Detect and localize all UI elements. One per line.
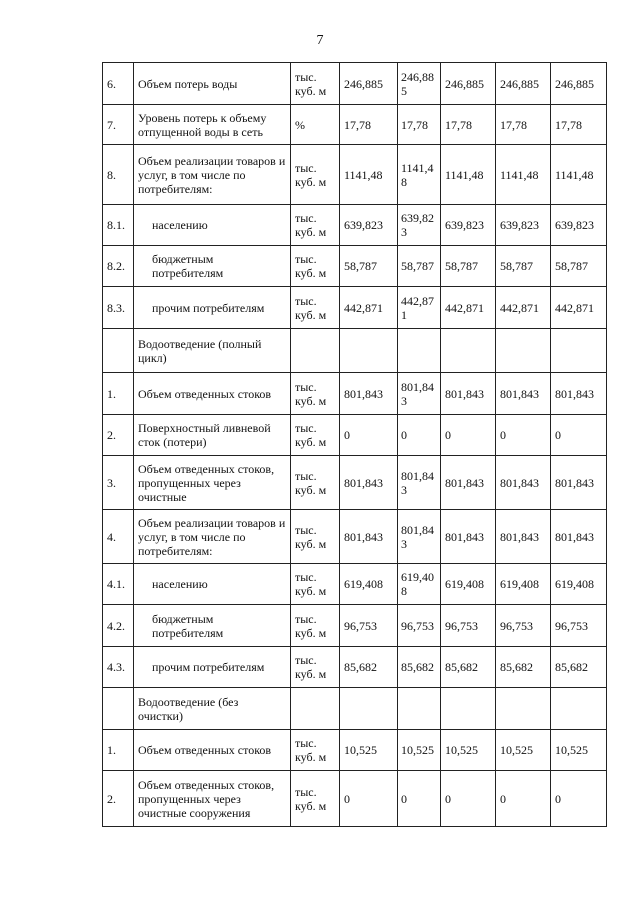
- row-value: 619,408: [398, 564, 441, 605]
- row-value: 85,682: [398, 647, 441, 688]
- row-value: 801,843: [551, 510, 607, 564]
- row-name: Объем отведенных стоков, пропущенных через очистные: [134, 456, 291, 510]
- row-value: 85,682: [340, 647, 398, 688]
- row-value: 1141,48: [398, 145, 441, 205]
- row-value: 246,885: [441, 63, 496, 105]
- row-value: 0: [496, 415, 551, 456]
- row-unit: тыс. куб. м: [291, 647, 340, 688]
- row-number: 3.: [103, 456, 134, 510]
- row-unit: [291, 688, 340, 730]
- row-name: Поверхностный ливневой сток (потери): [134, 415, 291, 456]
- row-value: 0: [340, 771, 398, 827]
- row-value: 246,885: [340, 63, 398, 105]
- row-unit: тыс. куб. м: [291, 730, 340, 771]
- row-value: 17,78: [441, 105, 496, 145]
- row-value: 58,787: [496, 246, 551, 287]
- row-value: [496, 688, 551, 730]
- row-value: 442,871: [441, 287, 496, 329]
- row-value: 801,843: [441, 510, 496, 564]
- row-value: 96,753: [398, 605, 441, 647]
- row-value: 96,753: [551, 605, 607, 647]
- table-row: [103, 205, 607, 246]
- table-row: [103, 771, 607, 827]
- row-value: 442,871: [496, 287, 551, 329]
- row-value: 0: [551, 415, 607, 456]
- row-value: 801,843: [398, 373, 441, 415]
- row-value: 801,843: [496, 373, 551, 415]
- row-value: 1141,48: [551, 145, 607, 205]
- row-value: 85,682: [551, 647, 607, 688]
- row-unit: тыс. куб. м: [291, 145, 340, 205]
- row-value: 1141,48: [441, 145, 496, 205]
- row-value: 639,823: [551, 205, 607, 246]
- row-value: 10,525: [441, 730, 496, 771]
- row-unit: %: [291, 105, 340, 145]
- row-name: бюджетным потребителям: [134, 246, 291, 287]
- row-value: 801,843: [340, 373, 398, 415]
- table-row: [103, 246, 607, 287]
- row-value: 246,885: [398, 63, 441, 105]
- row-unit: тыс. куб. м: [291, 605, 340, 647]
- row-value: 0: [441, 415, 496, 456]
- table-row: [103, 688, 607, 730]
- row-value: [340, 688, 398, 730]
- row-value: 801,843: [340, 456, 398, 510]
- row-value: 17,78: [340, 105, 398, 145]
- row-value: 801,843: [551, 373, 607, 415]
- row-unit: тыс. куб. м: [291, 63, 340, 105]
- row-name: населению: [134, 205, 291, 246]
- row-value: 639,823: [340, 205, 398, 246]
- row-value: 639,823: [398, 205, 441, 246]
- page-number: 7: [316, 33, 324, 48]
- row-unit: тыс. куб. м: [291, 564, 340, 605]
- table-body: [103, 63, 607, 827]
- row-number: 8.3.: [103, 287, 134, 329]
- row-number: 4.2.: [103, 605, 134, 647]
- row-name: Объем потерь воды: [134, 63, 291, 105]
- row-value: 619,408: [496, 564, 551, 605]
- table-row: [103, 605, 607, 647]
- row-value: 85,682: [441, 647, 496, 688]
- row-value: 801,843: [398, 456, 441, 510]
- row-value: 0: [496, 771, 551, 827]
- row-value: 639,823: [496, 205, 551, 246]
- row-value: 801,843: [496, 510, 551, 564]
- row-value: 0: [398, 415, 441, 456]
- row-number: [103, 688, 134, 730]
- row-value: 801,843: [551, 456, 607, 510]
- row-value: [551, 688, 607, 730]
- table-row: [103, 647, 607, 688]
- row-name: Объем реализации товаров и услуг, в том числе по потребителям:: [134, 510, 291, 564]
- row-number: 7.: [103, 105, 134, 145]
- row-value: 17,78: [398, 105, 441, 145]
- row-value: 85,682: [496, 647, 551, 688]
- table-row: [103, 373, 607, 415]
- row-unit: тыс. куб. м: [291, 373, 340, 415]
- row-unit: тыс. куб. м: [291, 246, 340, 287]
- row-name: Объем отведенных стоков: [134, 730, 291, 771]
- row-value: 96,753: [441, 605, 496, 647]
- row-value: 10,525: [340, 730, 398, 771]
- row-number: 8.2.: [103, 246, 134, 287]
- row-value: 10,525: [398, 730, 441, 771]
- row-value: 1141,48: [340, 145, 398, 205]
- row-name: Объем отведенных стоков: [134, 373, 291, 415]
- row-number: 6.: [103, 63, 134, 105]
- row-unit: тыс. куб. м: [291, 771, 340, 827]
- row-value: 58,787: [551, 246, 607, 287]
- row-number: 2.: [103, 415, 134, 456]
- row-number: 8.1.: [103, 205, 134, 246]
- row-value: 58,787: [398, 246, 441, 287]
- row-unit: тыс. куб. м: [291, 456, 340, 510]
- row-unit: тыс. куб. м: [291, 415, 340, 456]
- row-value: 96,753: [496, 605, 551, 647]
- table-row: [103, 415, 607, 456]
- row-value: 96,753: [340, 605, 398, 647]
- row-value: 1141,48: [496, 145, 551, 205]
- row-value: 17,78: [551, 105, 607, 145]
- row-unit: тыс. куб. м: [291, 287, 340, 329]
- row-value: 801,843: [340, 510, 398, 564]
- table-row: [103, 730, 607, 771]
- row-value: 17,78: [496, 105, 551, 145]
- row-value: 801,843: [398, 510, 441, 564]
- row-number: 8.: [103, 145, 134, 205]
- row-value: [441, 688, 496, 730]
- table-row: [103, 145, 607, 205]
- row-value: 619,408: [340, 564, 398, 605]
- row-name: Объем отведенных стоков, пропущенных через очистные сооружения: [134, 771, 291, 827]
- row-value: 58,787: [340, 246, 398, 287]
- row-name: Уровень потерь к объему отпущенной воды в сеть: [134, 105, 291, 145]
- row-unit: тыс. куб. м: [291, 510, 340, 564]
- row-name: прочим потребителям: [134, 287, 291, 329]
- row-value: [340, 329, 398, 373]
- table-row: [103, 105, 607, 145]
- row-value: [496, 329, 551, 373]
- row-value: 442,871: [551, 287, 607, 329]
- row-number: [103, 329, 134, 373]
- row-value: 442,871: [398, 287, 441, 329]
- row-unit: [291, 329, 340, 373]
- row-value: [441, 329, 496, 373]
- table-row: [103, 287, 607, 329]
- row-name: Водоотведение (без очистки): [134, 688, 291, 730]
- row-number: 2.: [103, 771, 134, 827]
- row-number: 4.3.: [103, 647, 134, 688]
- row-value: 801,843: [441, 456, 496, 510]
- row-name: бюджетным потребителям: [134, 605, 291, 647]
- row-value: 10,525: [496, 730, 551, 771]
- row-name: населению: [134, 564, 291, 605]
- row-number: 1.: [103, 730, 134, 771]
- row-value: 639,823: [441, 205, 496, 246]
- row-name: Объем реализации товаров и услуг, в том числе по потребителям:: [134, 145, 291, 205]
- row-value: 619,408: [551, 564, 607, 605]
- row-number: 4.: [103, 510, 134, 564]
- data-table: [102, 62, 607, 827]
- row-value: [398, 688, 441, 730]
- row-value: 246,885: [496, 63, 551, 105]
- row-value: 10,525: [551, 730, 607, 771]
- row-number: 1.: [103, 373, 134, 415]
- row-value: [398, 329, 441, 373]
- table-row: [103, 564, 607, 605]
- table-row: [103, 456, 607, 510]
- row-value: 0: [398, 771, 441, 827]
- row-unit: тыс. куб. м: [291, 205, 340, 246]
- row-name: прочим потребителям: [134, 647, 291, 688]
- row-value: 442,871: [340, 287, 398, 329]
- table-row: [103, 63, 607, 105]
- table-row: [103, 329, 607, 373]
- row-value: 58,787: [441, 246, 496, 287]
- row-value: 801,843: [441, 373, 496, 415]
- row-name: Водоотведение (полный цикл): [134, 329, 291, 373]
- row-value: 0: [441, 771, 496, 827]
- row-value: 0: [340, 415, 398, 456]
- table-row: [103, 510, 607, 564]
- row-value: 619,408: [441, 564, 496, 605]
- row-value: 0: [551, 771, 607, 827]
- row-value: 801,843: [496, 456, 551, 510]
- row-value: [551, 329, 607, 373]
- row-value: 246,885: [551, 63, 607, 105]
- row-number: 4.1.: [103, 564, 134, 605]
